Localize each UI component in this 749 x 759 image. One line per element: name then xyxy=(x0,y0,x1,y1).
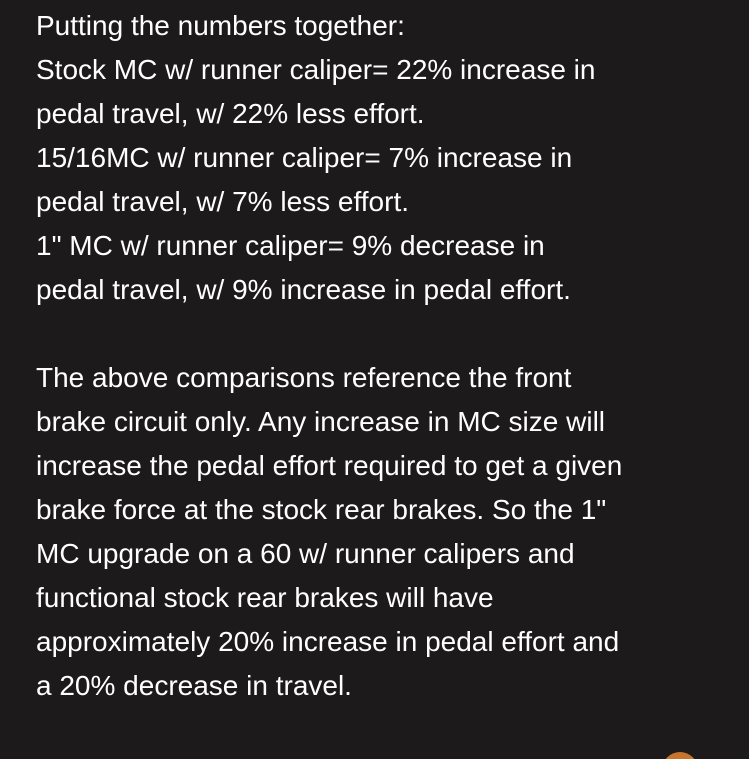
post-paragraph-2 xyxy=(36,356,736,708)
text-line: approximately 20% increase in pedal effort and xyxy=(36,626,620,657)
text-line: a 20% decrease in travel. xyxy=(36,670,352,701)
text-line: pedal travel, w/ 7% less effort. xyxy=(36,186,409,217)
text-line: functional stock rear brakes will have xyxy=(36,582,494,613)
post-body xyxy=(36,4,736,708)
avatar[interactable] xyxy=(662,752,698,759)
text-line: pedal travel, w/ 22% less effort. xyxy=(36,98,425,129)
text-line: pedal travel, w/ 9% increase in pedal effort. xyxy=(36,274,571,305)
text-line: brake circuit only. Any increase in MC size will xyxy=(36,406,606,437)
text-line: 1" MC w/ runner caliper= 9% decrease in xyxy=(36,230,545,261)
post-paragraph-1 xyxy=(36,4,736,312)
text-line: Putting the numbers together: xyxy=(36,10,405,41)
text-line: MC upgrade on a 60 w/ runner calipers and xyxy=(36,538,575,569)
text-line: 15/16MC w/ runner caliper= 7% increase in xyxy=(36,142,573,173)
text-line: The above comparisons reference the front xyxy=(36,362,572,393)
paragraph-gap xyxy=(36,312,736,356)
text-line: brake force at the stock rear brakes. So the 1" xyxy=(36,494,607,525)
text-line: Stock MC w/ runner caliper= 22% increase in xyxy=(36,54,596,85)
text-line: increase the pedal effort required to get a given xyxy=(36,450,623,481)
